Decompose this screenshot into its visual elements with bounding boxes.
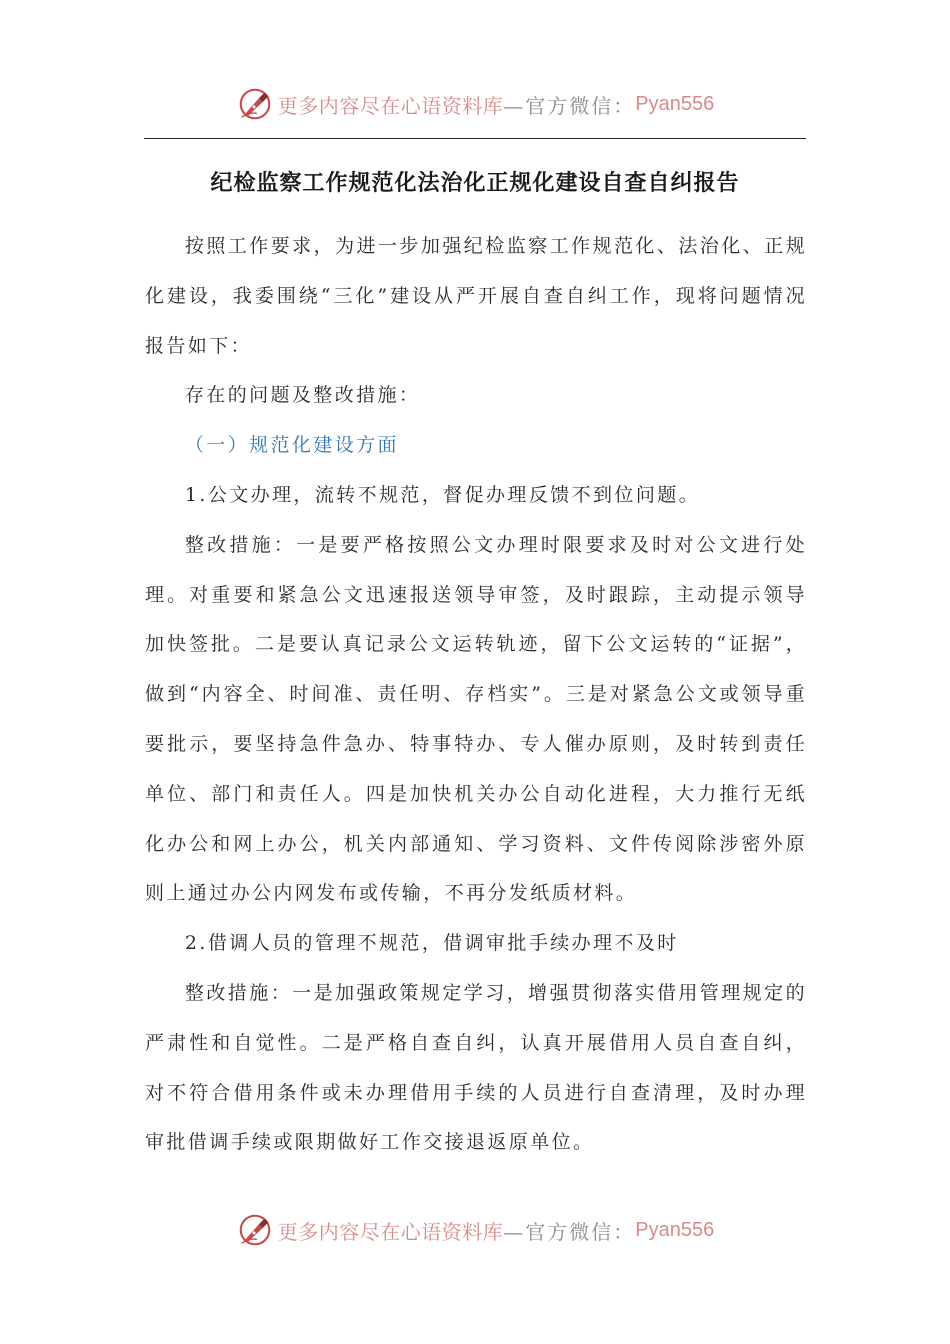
watermark-separator: —官方微信： (503, 1219, 636, 1244)
header-rule (144, 138, 806, 139)
measures-2: 整改措施：一是加强政策规定学习，增强贯彻落实借用管理规定的严肃性和自觉性。二是严格自查自纠，认真开展借用人员自查自纠，对不符合借用条件或未办理借用手续的人员进行自查清理，及时办理审批借调手续或限期做好工作交接退返原单位。 (145, 981, 807, 1154)
intro-paragraph: 按照工作要求，为进一步加强纪检监察工作规范化、法治化、正规化建设，我委围绕“三化”建设从严开展自查自纠工作，现将问题情况报告如下： (145, 235, 807, 357)
watermark-wechat-id: Pyan556 (635, 1218, 715, 1241)
section-lead: 存在的问题及整改措施： (184, 384, 421, 407)
pen-nib-logo-icon (236, 1211, 274, 1249)
bottom-watermark-banner (0, 1210, 950, 1250)
top-watermark-banner (0, 84, 950, 124)
watermark-wechat-id: Pyan556 (635, 92, 715, 115)
document-title: 纪检监察工作规范化法治化正规化建设自查自纠报告 (210, 171, 740, 196)
pen-nib-logo-icon (236, 85, 274, 123)
watermark-text: 更多内容尽在心语资料库 (277, 93, 504, 118)
watermark-text: 更多内容尽在心语资料库 (277, 1219, 504, 1244)
measures-1: 整改措施：一是要严格按照公文办理时限要求及时对公文进行处理。对重要和紧急公文迅速报送领导审签，及时跟踪，主动提示领导加快签批。二是要认真记录公文运转轨迹，留下公文运转的“证据”，做到“内容全、时间准、责任明、存档实”。三是对紧急公文或领导重要批示，要坚持急件急办、特事特办、专人催办原则，及时转到责任单位、部门和责任人。四是加快机关办公自动化进程，大力推行无纸化办公和网上办公，机关内部通知、学习资料、文件传阅除涉密外原则上通过办公内网发布或传输，不再分发纸质材料。 (145, 533, 807, 905)
issue-1: 1.公文办理，流转不规范，督促办理反馈不到位问题。 (184, 483, 701, 506)
issue-2: 2.借调人员的管理不规范，借调审批手续办理不及时 (184, 932, 679, 955)
watermark-separator: —官方微信： (503, 93, 636, 118)
document-body (145, 222, 807, 1168)
section-heading-standardization: （一）规范化建设方面 (184, 434, 399, 457)
